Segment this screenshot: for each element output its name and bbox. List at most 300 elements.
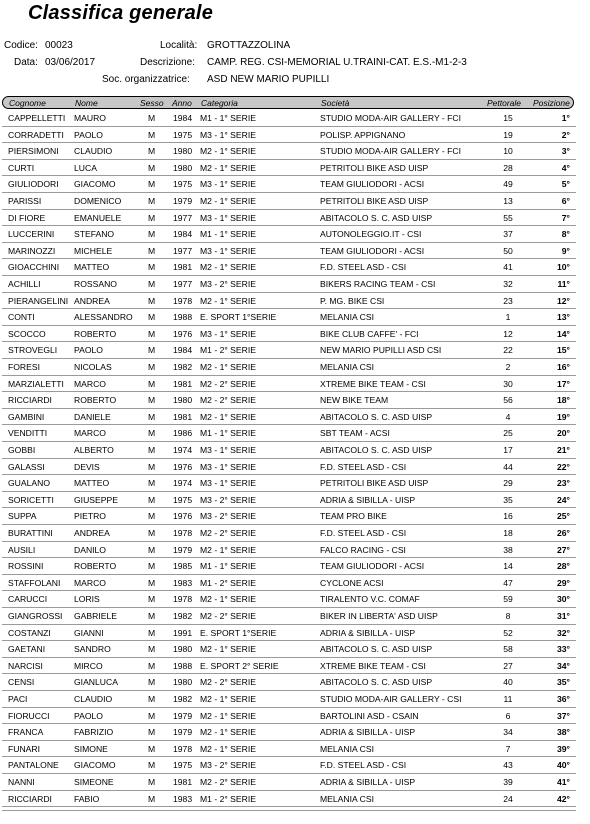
posizione-cell: 2°	[561, 129, 570, 140]
cognome-cell: CENSI	[8, 677, 35, 688]
localita-label: Località:	[160, 40, 198, 51]
posizione-cell: 17°	[557, 378, 570, 389]
societa-cell: ABITACOLO S. C. ASD UISP	[320, 411, 433, 422]
anno-cell: 1984	[173, 229, 193, 240]
sesso-cell: M	[148, 113, 156, 123]
cognome-cell: GOBBI	[8, 445, 36, 455]
table-row	[2, 475, 576, 492]
cognome-cell: RICCIARDI	[8, 395, 52, 406]
table-header	[2, 96, 574, 109]
anno-cell: 1982	[173, 362, 193, 372]
sesso-cell: M	[148, 710, 156, 721]
pettorale-cell: 19	[503, 129, 513, 140]
cognome-cell: SORICETTI	[8, 494, 54, 505]
anno-cell: 1985	[173, 561, 193, 572]
table-row	[2, 127, 576, 144]
posizione-cell: 22°	[557, 461, 570, 472]
pettorale-cell: 2	[505, 362, 511, 372]
societa-cell: F.D. STEEL ASD - CSI	[320, 760, 407, 771]
societa-cell: PETRITOLI BIKE ASD UISP	[320, 162, 429, 173]
pettorale-cell: 32	[503, 279, 513, 289]
anno-cell: 1981	[173, 262, 193, 273]
societa-cell: NEW MARIO PUPILLI ASD CSI	[320, 345, 442, 356]
categoria-cell: M1 - 1° SERIE	[200, 561, 256, 572]
anno-cell: 1982	[173, 694, 193, 704]
categoria-cell: M2 - 2° SERIE	[200, 528, 256, 538]
table-row	[2, 757, 576, 774]
sesso-cell: M	[148, 743, 156, 754]
table-row	[2, 259, 576, 276]
table-row	[2, 293, 576, 310]
sesso-cell: M	[148, 428, 156, 439]
anno-cell: 1983	[173, 793, 193, 804]
categoria-cell: M1 - 1° SERIE	[200, 229, 256, 240]
header-sesso: Sesso	[140, 98, 164, 108]
data-value: 03/06/2017	[45, 57, 96, 68]
posizione-cell: 36°	[557, 694, 570, 704]
anno-cell: 1983	[173, 577, 193, 588]
table-row	[2, 160, 576, 177]
nome-cell: CLAUDIO	[74, 694, 113, 704]
anno-cell: 1978	[173, 295, 193, 306]
sesso-cell: M	[148, 146, 156, 157]
cognome-cell: CONTI	[8, 312, 35, 323]
nome-cell: MARCO	[74, 577, 106, 588]
nome-cell: ROBERTO	[74, 561, 117, 572]
nome-cell: MARCO	[74, 378, 106, 389]
table-row	[2, 508, 576, 525]
anno-cell: 1984	[173, 113, 193, 123]
anno-cell: 1978	[173, 743, 193, 754]
pettorale-cell: 28	[503, 162, 513, 173]
categoria-cell: M2 - 1° SERIE	[200, 146, 256, 157]
societa-cell: XTREME BIKE TEAM - CSI	[320, 378, 426, 389]
table-row	[2, 774, 576, 791]
posizione-cell: 6°	[561, 196, 570, 206]
sesso-cell: M	[148, 345, 156, 356]
table-row	[2, 176, 576, 193]
nome-cell: PAOLO	[74, 710, 103, 721]
nome-cell: ANDREA	[74, 528, 110, 538]
pettorale-cell: 7	[505, 743, 511, 754]
pettorale-cell: 1	[505, 312, 511, 323]
pettorale-cell: 17	[503, 445, 513, 455]
societa-cell: TEAM GIULIODORI - ACSI	[320, 179, 425, 190]
table-row	[2, 558, 576, 575]
table-row	[2, 575, 576, 592]
posizione-cell: 26°	[557, 528, 570, 538]
sesso-cell: M	[148, 594, 156, 605]
cognome-cell: GIANGROSSI	[8, 611, 63, 621]
header-categoria: Categoria	[201, 98, 238, 108]
categoria-cell: M3 - 1° SERIE	[200, 245, 256, 256]
cognome-cell: FORESI	[8, 362, 40, 372]
posizione-cell: 16°	[557, 362, 570, 372]
anno-cell: 1975	[173, 494, 193, 505]
header-cognome: Cognome	[9, 98, 46, 108]
anno-cell: 1978	[173, 594, 193, 605]
pettorale-cell: 49	[503, 179, 513, 190]
posizione-cell: 30°	[557, 594, 570, 605]
societa-cell: ADRIA & SIBILLA - UISP	[320, 627, 416, 638]
nome-cell: ALBERTO	[74, 445, 114, 455]
pettorale-cell: 41	[503, 262, 513, 273]
categoria-cell: E. SPORT 1°SERIE	[200, 312, 277, 323]
categoria-cell: M3 - 1° SERIE	[200, 212, 256, 223]
cognome-cell: COSTANZI	[8, 627, 51, 638]
anno-cell: 1975	[173, 179, 193, 190]
nome-cell: DOMENICO	[74, 196, 122, 206]
table-row	[2, 591, 576, 608]
categoria-cell: M2 - 1° SERIE	[200, 362, 256, 372]
table-row	[2, 392, 576, 409]
categoria-cell: M2 - 1° SERIE	[200, 594, 256, 605]
societa-cell: NEW BIKE TEAM	[320, 395, 389, 406]
cognome-cell: CARUCCI	[8, 594, 48, 605]
sesso-cell: M	[148, 777, 156, 787]
localita-value: GROTTAZZOLINA	[207, 40, 291, 51]
sesso-cell: M	[148, 295, 156, 306]
cognome-cell: FIORUCCI	[8, 710, 50, 721]
nome-cell: SANDRO	[74, 644, 111, 655]
societa-cell: POLISP. APPIGNANO	[320, 129, 406, 140]
pettorale-cell: 43	[503, 760, 513, 771]
societa-cell: MELANIA CSI	[320, 362, 374, 372]
nome-cell: FABRIZIO	[74, 727, 114, 738]
societa-cell: ADRIA & SIBILLA - UISP	[320, 777, 416, 787]
table-row	[2, 326, 576, 343]
posizione-cell: 27°	[557, 544, 570, 555]
posizione-cell: 19°	[557, 411, 570, 422]
nome-cell: DANILO	[74, 544, 106, 555]
anno-cell: 1986	[173, 428, 193, 439]
societa-cell: MELANIA CSI	[320, 312, 374, 323]
pettorale-cell: 27	[503, 660, 513, 671]
table-row	[2, 459, 576, 476]
nome-cell: CLAUDIO	[74, 146, 113, 157]
posizione-cell: 24°	[557, 494, 570, 505]
cognome-cell: STAFFOLANI	[8, 577, 61, 588]
sesso-cell: M	[148, 644, 156, 655]
cognome-cell: BURATTINI	[8, 528, 53, 538]
pettorale-cell: 8	[505, 611, 511, 621]
codice-label: Codice:	[4, 40, 38, 51]
pettorale-cell: 30	[503, 378, 513, 389]
pettorale-cell: 56	[503, 395, 513, 406]
societa-cell: MELANIA CSI	[320, 793, 374, 804]
sesso-cell: M	[148, 561, 156, 572]
societa-cell: STUDIO MODA-AIR GALLERY - FCI	[320, 113, 462, 123]
societa-cell: ABITACOLO S. C. ASD UISP	[320, 644, 433, 655]
categoria-cell: E. SPORT 2° SERIE	[200, 660, 279, 671]
categoria-cell: M3 - 2° SERIE	[200, 760, 256, 771]
pettorale-cell: 4	[505, 411, 511, 422]
table-row	[2, 376, 576, 393]
nome-cell: LUCA	[74, 162, 97, 173]
societa-cell: BIKE CLUB CAFFE' - FCI	[320, 328, 419, 339]
sesso-cell: M	[148, 279, 156, 289]
anno-cell: 1988	[173, 660, 193, 671]
nome-cell: GABRIELE	[74, 611, 117, 621]
cognome-cell: LUCCERINI	[8, 229, 55, 240]
table-row	[2, 409, 576, 426]
pettorale-cell: 37	[503, 229, 513, 240]
table-row	[2, 226, 576, 243]
pettorale-cell: 13	[503, 196, 513, 206]
societa-cell: BIKERS RACING TEAM - CSI	[320, 279, 436, 289]
categoria-cell: M2 - 1° SERIE	[200, 544, 256, 555]
posizione-cell: 42°	[557, 793, 570, 804]
nome-cell: ANDREA	[74, 295, 110, 306]
pettorale-cell: 10	[503, 146, 513, 157]
table-row	[2, 492, 576, 509]
cognome-cell: GUALANO	[8, 478, 51, 489]
table-row	[2, 143, 576, 160]
posizione-cell: 7°	[561, 212, 570, 223]
societa-cell: ABITACOLO S. C. ASD UISP	[320, 212, 433, 223]
categoria-cell: M2 - 1° SERIE	[200, 710, 256, 721]
table-row	[2, 110, 576, 127]
codice-value: 00023	[45, 40, 73, 51]
cognome-cell: PANTALONE	[8, 760, 59, 771]
posizione-cell: 20°	[557, 428, 570, 439]
posizione-cell: 11°	[557, 279, 570, 289]
categoria-cell: M2 - 1° SERIE	[200, 694, 256, 704]
anno-cell: 1981	[173, 411, 193, 422]
categoria-cell: M2 - 1° SERIE	[200, 743, 256, 754]
table-row	[2, 342, 576, 359]
categoria-cell: M2 - 2° SERIE	[200, 677, 256, 688]
societa-cell: F.D. STEEL ASD - CSI	[320, 461, 407, 472]
sesso-cell: M	[148, 262, 156, 273]
anno-cell: 1981	[173, 777, 193, 787]
categoria-cell: M2 - 2° SERIE	[200, 611, 256, 621]
pettorale-cell: 55	[503, 212, 513, 223]
posizione-cell: 23°	[557, 478, 570, 489]
posizione-cell: 14°	[557, 328, 570, 339]
societa-cell: ABITACOLO S. C. ASD UISP	[320, 677, 433, 688]
table-row	[2, 608, 576, 625]
pettorale-cell: 12	[503, 328, 513, 339]
cognome-cell: NARCISI	[8, 660, 43, 671]
cognome-cell: CAPPELLETTI	[8, 113, 66, 123]
pettorale-cell: 22	[503, 345, 513, 356]
posizione-cell: 10°	[557, 262, 570, 273]
sesso-cell: M	[148, 245, 156, 256]
posizione-cell: 18°	[557, 395, 570, 406]
sesso-cell: M	[148, 611, 156, 621]
posizione-cell: 31°	[557, 611, 570, 621]
anno-cell: 1979	[173, 710, 193, 721]
anno-cell: 1980	[173, 644, 193, 655]
societa-cell: BIKER IN LIBERTA' ASD UISP	[320, 611, 438, 621]
table-row	[2, 542, 576, 559]
societa-cell: F.D. STEEL ASD - CSI	[320, 262, 407, 273]
posizione-cell: 34°	[557, 660, 570, 671]
posizione-cell: 41°	[557, 777, 570, 787]
societa-cell: FALCO RACING - CSI	[320, 544, 406, 555]
pettorale-cell: 16	[503, 511, 513, 522]
cognome-cell: SCOCCO	[8, 328, 46, 339]
anno-cell: 1977	[173, 279, 193, 289]
table-row	[2, 243, 576, 260]
pettorale-cell: 38	[503, 544, 513, 555]
cognome-cell: STROVEGLI	[8, 345, 58, 356]
cognome-cell: PIERANGELINI	[8, 295, 69, 306]
posizione-cell: 37°	[557, 710, 570, 721]
sesso-cell: M	[148, 727, 156, 738]
sesso-cell: M	[148, 179, 156, 190]
nome-cell: SIMONE	[74, 743, 108, 754]
posizione-cell: 39°	[557, 743, 570, 754]
cognome-cell: MARINOZZI	[8, 245, 56, 256]
societa-cell: BARTOLINI ASD - CSAIN	[320, 710, 419, 721]
categoria-cell: M2 - 1° SERIE	[200, 411, 256, 422]
anno-cell: 1974	[173, 478, 193, 489]
anno-cell: 1976	[173, 328, 193, 339]
categoria-cell: M2 - 2° SERIE	[200, 395, 256, 406]
categoria-cell: M1 - 1° SERIE	[200, 113, 256, 123]
categoria-cell: M3 - 1° SERIE	[200, 179, 256, 190]
sesso-cell: M	[148, 378, 156, 389]
sesso-cell: M	[148, 461, 156, 472]
categoria-cell: M1 - 2° SERIE	[200, 345, 256, 356]
header-pettorale: Pettorale	[487, 98, 522, 108]
categoria-cell: M1 - 2° SERIE	[200, 577, 256, 588]
table-row	[2, 674, 576, 691]
sesso-cell: M	[148, 760, 156, 771]
nome-cell: GIACOMO	[74, 179, 116, 190]
posizione-cell: 21°	[557, 445, 570, 455]
sesso-cell: M	[148, 196, 156, 206]
posizione-cell: 38°	[557, 727, 570, 738]
categoria-cell: M3 - 2° SERIE	[200, 279, 256, 289]
table-row	[2, 193, 576, 210]
sesso-cell: M	[148, 478, 156, 489]
sesso-cell: M	[148, 411, 156, 422]
societa-cell: AUTONOLEGGIO.IT - CSI	[320, 229, 422, 240]
posizione-cell: 3°	[561, 146, 570, 157]
pettorale-cell: 44	[503, 461, 513, 472]
nome-cell: ROBERTO	[74, 328, 117, 339]
pettorale-cell: 25	[503, 428, 513, 439]
table-row	[2, 525, 576, 542]
table-row	[2, 641, 576, 658]
pettorale-cell: 35	[503, 494, 513, 505]
anno-cell: 1975	[173, 760, 193, 771]
pettorale-cell: 18	[503, 528, 513, 538]
societa-cell: TIRALENTO V.C. COMAF	[320, 594, 420, 605]
posizione-cell: 40°	[557, 760, 570, 771]
cognome-cell: DI FIORE	[8, 212, 46, 223]
cognome-cell: GALASSI	[8, 461, 45, 472]
pettorale-cell: 14	[503, 561, 513, 572]
sesso-cell: M	[148, 395, 156, 406]
pettorale-cell: 39	[503, 777, 513, 787]
categoria-cell: M2 - 1° SERIE	[200, 295, 256, 306]
cognome-cell: NANNI	[8, 777, 35, 787]
table-row	[2, 724, 576, 741]
nome-cell: GIANNI	[74, 627, 104, 638]
nome-cell: GIANLUCA	[74, 677, 118, 688]
posizione-cell: 12°	[557, 295, 570, 306]
sesso-cell: M	[148, 229, 156, 240]
nome-cell: ROBERTO	[74, 395, 117, 406]
cognome-cell: GAMBINI	[8, 411, 45, 422]
sesso-cell: M	[148, 511, 156, 522]
sesso-cell: M	[148, 312, 156, 323]
categoria-cell: M2 - 1° SERIE	[200, 727, 256, 738]
societa-cell: TEAM GIULIODORI - ACSI	[320, 245, 425, 256]
posizione-cell: 35°	[557, 677, 570, 688]
societa-cell: ADRIA & SIBILLA - UISP	[320, 727, 416, 738]
sesso-cell: M	[148, 162, 156, 173]
societa-cell: TEAM GIULIODORI - ACSI	[320, 561, 425, 572]
data-label: Data:	[14, 57, 38, 68]
cognome-cell: AUSILI	[8, 544, 36, 555]
nome-cell: GIACOMO	[74, 760, 116, 771]
pettorale-cell: 24	[503, 793, 513, 804]
pettorale-cell: 6	[505, 710, 511, 721]
categoria-cell: M3 - 1° SERIE	[200, 445, 256, 455]
anno-cell: 1991	[173, 627, 193, 638]
nome-cell: MICHELE	[74, 245, 113, 256]
categoria-cell: M3 - 1° SERIE	[200, 328, 256, 339]
categoria-cell: E. SPORT 1°SERIE	[200, 627, 277, 638]
anno-cell: 1982	[173, 611, 193, 621]
societa-cell: P. MG. BIKE CSI	[320, 295, 385, 306]
cognome-cell: RICCIARDI	[8, 793, 52, 804]
cognome-cell: FRANCA	[8, 727, 44, 738]
anno-cell: 1984	[173, 345, 193, 356]
sesso-cell: M	[148, 793, 156, 804]
sesso-cell: M	[148, 694, 156, 704]
nome-cell: STEFANO	[74, 229, 115, 240]
sesso-cell: M	[148, 677, 156, 688]
sesso-cell: M	[148, 627, 156, 638]
anno-cell: 1981	[173, 378, 193, 389]
pettorale-cell: 52	[503, 627, 513, 638]
anno-cell: 1977	[173, 245, 193, 256]
sesso-cell: M	[148, 212, 156, 223]
categoria-cell: M3 - 2° SERIE	[200, 494, 256, 505]
sesso-cell: M	[148, 544, 156, 555]
pettorale-cell: 47	[503, 577, 513, 588]
categoria-cell: M2 - 1° SERIE	[200, 162, 256, 173]
anno-cell: 1978	[173, 528, 193, 538]
nome-cell: LORIS	[74, 594, 100, 605]
table-row	[2, 791, 576, 808]
cognome-cell: FUNARI	[8, 743, 40, 754]
posizione-cell: 9°	[561, 245, 570, 256]
nome-cell: NICOLAS	[74, 362, 112, 372]
societa-cell: STUDIO MODA-AIR GALLERY - CSI	[320, 694, 462, 704]
anno-cell: 1980	[173, 146, 193, 157]
categoria-cell: M3 - 1° SERIE	[200, 129, 256, 140]
nome-cell: PAOLO	[74, 345, 103, 356]
pettorale-cell: 29	[503, 478, 513, 489]
pettorale-cell: 58	[503, 644, 513, 655]
anno-cell: 1980	[173, 677, 193, 688]
societa-cell: F.D. STEEL ASD - CSI	[320, 528, 407, 538]
sesso-cell: M	[148, 129, 156, 140]
societa-cell: ABITACOLO S. C. ASD UISP	[320, 445, 433, 455]
nome-cell: EMANUELE	[74, 212, 122, 223]
cognome-cell: SUPPA	[8, 511, 37, 522]
cognome-cell: PARISSI	[8, 196, 42, 206]
descrizione-value: CAMP. REG. CSI-MEMORIAL U.TRAINI-CAT. E.S.-M1-2-3	[207, 57, 467, 68]
table-row	[2, 442, 576, 459]
